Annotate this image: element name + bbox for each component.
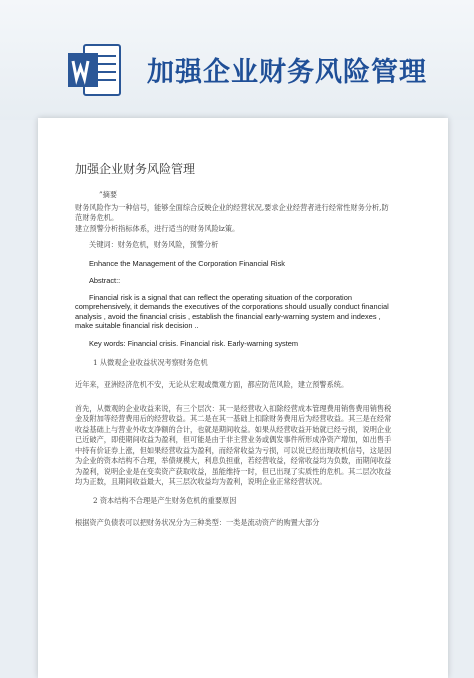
abstract-label: ”摘要 — [99, 190, 118, 199]
banner-title: 加强企业财务风险管理 — [147, 57, 427, 88]
abstract-cn: 财务风险作为一种信号，能够全面综合反映企业的经营状况,要求企业经营者进行经常性财务分析,防范财务危机。 — [75, 202, 389, 222]
keywords-cn: 关键词：财务危机，财务风险，预警分析 — [89, 240, 219, 249]
keywords-en: Key words: Financial crisis. Financial risk. Early-warning system — [89, 339, 299, 349]
word-document-icon — [66, 42, 122, 98]
section-heading-2: 2 资本结构不合理是产生财务危机的重要原因 — [93, 495, 237, 505]
abstract-label-en: Abstract:: — [89, 276, 121, 286]
abstract-en: Financial risk is a signal that can reflect the operating situation of the corporation comprehensively, it demands the executives of the corporations should usually conduct financial analysis , avoid the financial crisis , establish the financial early-warning system and indexes , make suitable financial risk decision .. — [75, 292, 389, 331]
paragraph-1: 近年来，亚洲经济危机不安，无论从宏观或微观方面，都应防范风险，建立预警系统。 — [75, 380, 349, 390]
paragraph-3: 根据资产负债表可以把财务状况分为三种类型：一类是流动资产的购置大部分 — [75, 518, 320, 528]
paragraph-2: 首先，从微观的企业收益来说，有三个层次：其一是经营收入扣除经营成本管理费用销售费用销售税金及附加等经营费用后的经营收益。其二是在其一基础上扣除财务费用后为经营收益。其三是在经常收益基础上与营业外收支净额的合计，也就是期间收益。如果从经营收益开始就已经亏损，说明企业已近破产，即使期间收益为盈利，但可能是由于非主营业务或偶发事件所形成净资产增加，如出售手中持有价证券上涨，但如果经营收益为盈利，而经常收益为亏损，可以说已经出现收机信号，这是因为企业的资本结构不合理，举债规模大，利息负担重，若经营收益，经常收益均为负数，而期间收益为盈利，说明企业是在变卖资产获取收益，虽能维持一时，但已出现了实质性的危机。其二层次收益均为正数，且期间收益最大，其三层次收益均为盈利，说明企业正常经营状况。 — [75, 403, 392, 487]
section-heading-1: 1 从微观企业收益状况考察财务危机 — [93, 357, 208, 367]
abstract-cn-2: 建立预警分析指标体系，进行适当的财务风险lz策。 — [75, 223, 240, 233]
english-title: Enhance the Management of the Corporation Financial Risk — [89, 258, 285, 268]
document-body — [75, 160, 393, 529]
document-title: 加强企业财务风险管理 — [75, 162, 196, 176]
